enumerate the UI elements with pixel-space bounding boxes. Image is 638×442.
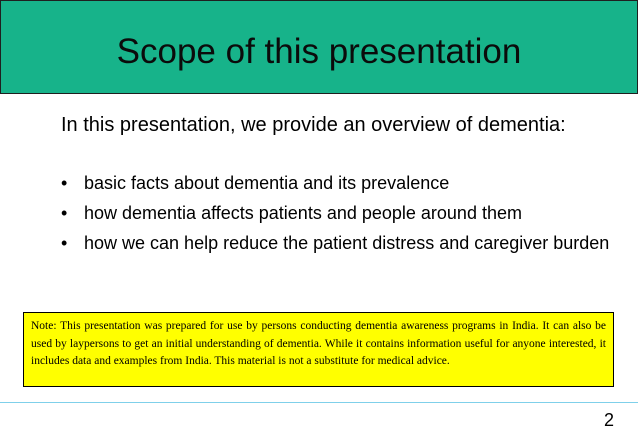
disclaimer-text: Note: This presentation was prepared for use by persons conducting dementia awareness programs in India. It can also be used by laypersons to get an initial understanding of dementia. While it contains information useful for anyone interested, it includes data and examples from India. This material is not a substitute for medical advice.	[31, 320, 606, 367]
bullet-icon: •	[61, 233, 68, 253]
bullet-icon: •	[61, 173, 68, 193]
footer-divider	[0, 402, 638, 403]
list-item	[61, 232, 621, 254]
list-item	[61, 202, 621, 224]
bullet-icon: •	[61, 203, 68, 223]
list-item	[61, 172, 621, 194]
bullet-text: how dementia affects patients and people around them	[84, 203, 522, 223]
bullet-text: how we can help reduce the patient distress and caregiver burden	[84, 233, 610, 253]
intro-text: In this presentation, we provide an overview of dementia:	[61, 114, 566, 136]
disclaimer-note	[23, 312, 614, 387]
bullet-text: basic facts about dementia and its prevalence	[84, 173, 450, 193]
page-number: 2	[603, 410, 614, 430]
bullet-list	[61, 172, 621, 262]
slide-title: Scope of this presentation	[116, 32, 522, 71]
